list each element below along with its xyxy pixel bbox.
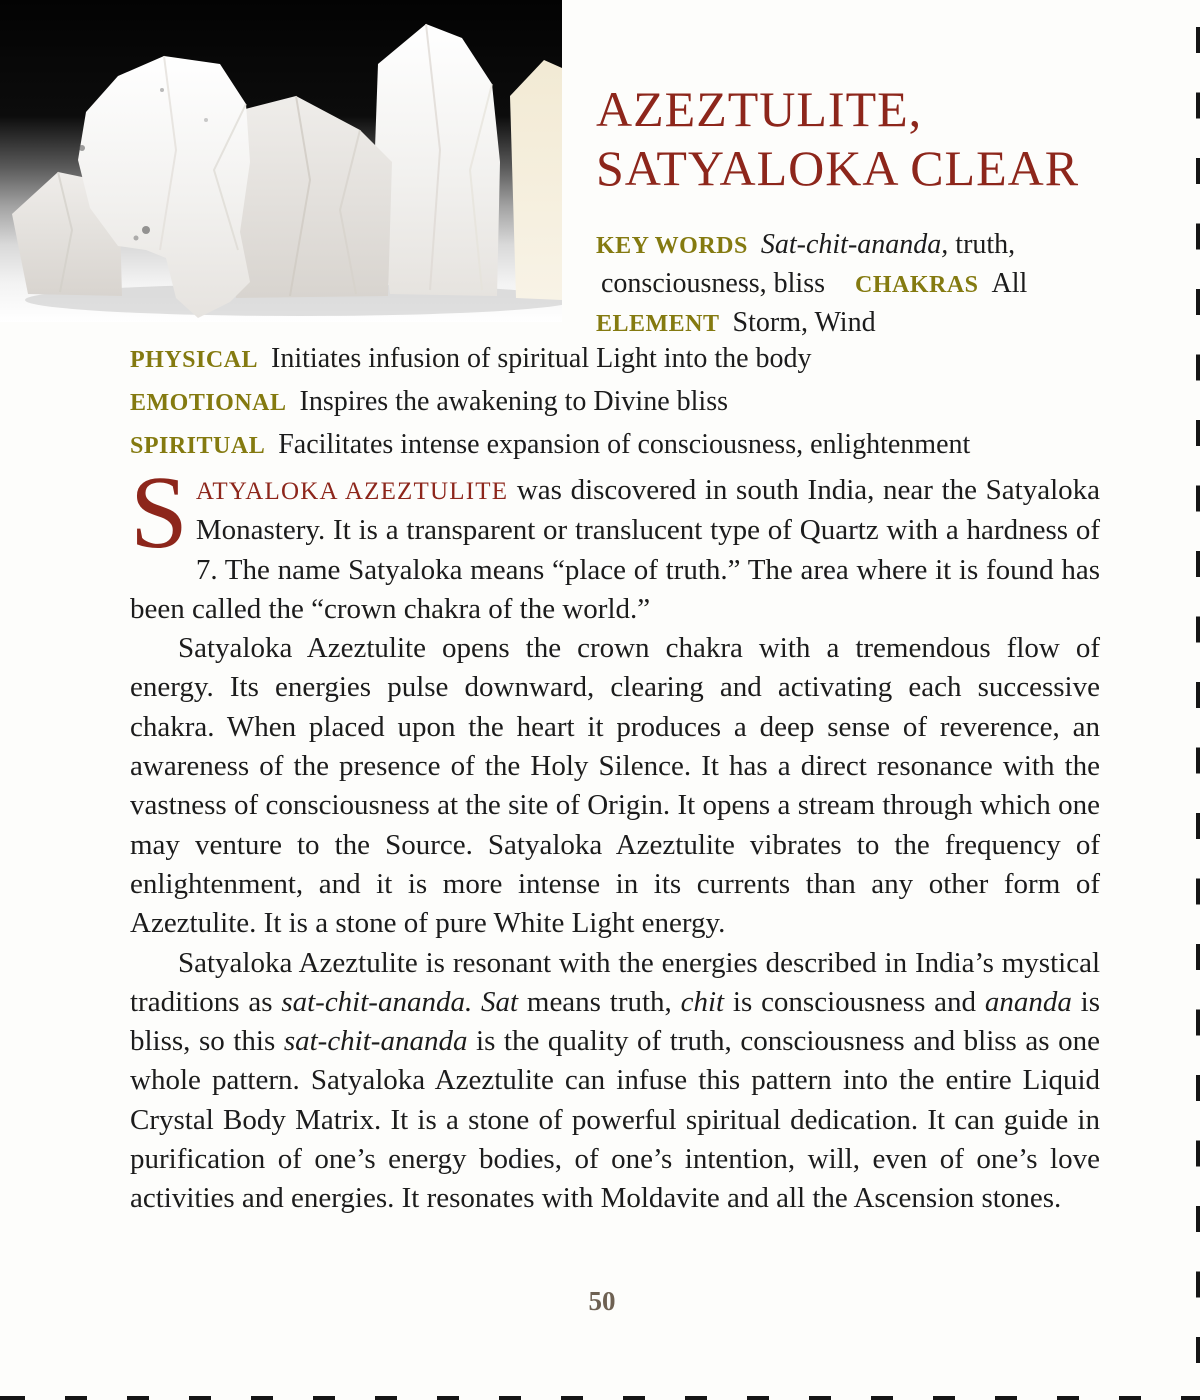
key-words-label: KEY WORDS [596, 233, 748, 259]
page-title [596, 80, 1079, 198]
lead-small-caps: ATYALOKA AZEZTULITE [195, 478, 509, 505]
paragraph-1 [130, 455, 1101, 629]
key-words-italic-term: Sat-chit-ananda, [760, 229, 949, 260]
paragraph-3: Satyaloka Azeztulite is resonant with the energies described in India’s mystical traditions as sat-chit-ananda. Sat means truth, chit is consciousness and ananda is bliss, so this sat-chit-ananda is the quality of truth, consciousness and bliss as one whole pattern. Satyaloka Azeztulite can infuse this pattern into the entire Liquid Crystal Body Matrix. It is a stone of powerful spiritual dedication. It can guide in purification of one’s energy bodies, of one’s intention, will, even of one’s love activities and energies. It resonates with Moldavite and all the Ascension stones. [130, 946, 1101, 1215]
title-line-2: SATYALOKA CLEAR [596, 140, 1080, 196]
emotional-label: EMOTIONAL [130, 390, 287, 416]
drop-cap: S [130, 455, 188, 570]
attributes-full-width [130, 338, 1130, 467]
registration-marks-right [1196, 27, 1200, 1396]
physical-value: Initiates infusion of spiritual Light into the body [271, 343, 812, 374]
title-line-1: AZEZTULITE, [596, 81, 923, 137]
paragraph-2: Satyaloka Azeztulite opens the crown chakra with a tremendous flow of energy. Its energies pulse downward, clearing and activating each successive chakra. When placed upon the heart it produces a deep sense of reverence, an awareness of the presence of the Holy Silence. It has a direct resonance with the vastness of consciousness at the site of Origin. It opens a stream through which one may venture to the Source. Satyaloka Azeztulite vibrates to the frequency of enlightenment, and it is more intense in its currents than any other form of Azeztulite. It is a stone of pure White Light energy. [130, 632, 1100, 940]
spiritual-line [130, 424, 1130, 467]
paragraph-1-text: was discovered in south India, near the Satyaloka Monastery. It is a transparent or translucent type of Quartz with a hardness of 7. The name Satyaloka means “place of truth.” The area where it is found has been called the “crown chakra of the world.” [130, 474, 1101, 625]
body-text [130, 455, 1101, 1219]
key-words-rest: truth, [955, 229, 1016, 260]
chakras-label: CHAKRAS [855, 272, 979, 298]
physical-line [130, 338, 1130, 381]
key-words-line-2 [596, 265, 1096, 304]
key-words-line-1 [596, 226, 1096, 265]
element-label: ELEMENT [596, 311, 720, 337]
element-value: Storm, Wind [732, 307, 876, 338]
key-words-continued: consciousness, bliss [601, 268, 825, 299]
spiritual-value: Facilitates intense expansion of consciousness, enlightenment [278, 429, 971, 460]
attributes-right-column [596, 226, 1096, 343]
crystal-photo-art [0, 0, 562, 322]
registration-marks-bottom [0, 1396, 1200, 1400]
emotional-value: Inspires the awakening to Divine bliss [299, 386, 728, 417]
chakras-value: All [991, 268, 1028, 299]
emotional-line [130, 381, 1130, 424]
spiritual-label: SPIRITUAL [130, 433, 266, 459]
page-number: 50 [588, 1286, 616, 1316]
physical-label: PHYSICAL [130, 347, 259, 373]
crystal-photo [0, 0, 562, 322]
